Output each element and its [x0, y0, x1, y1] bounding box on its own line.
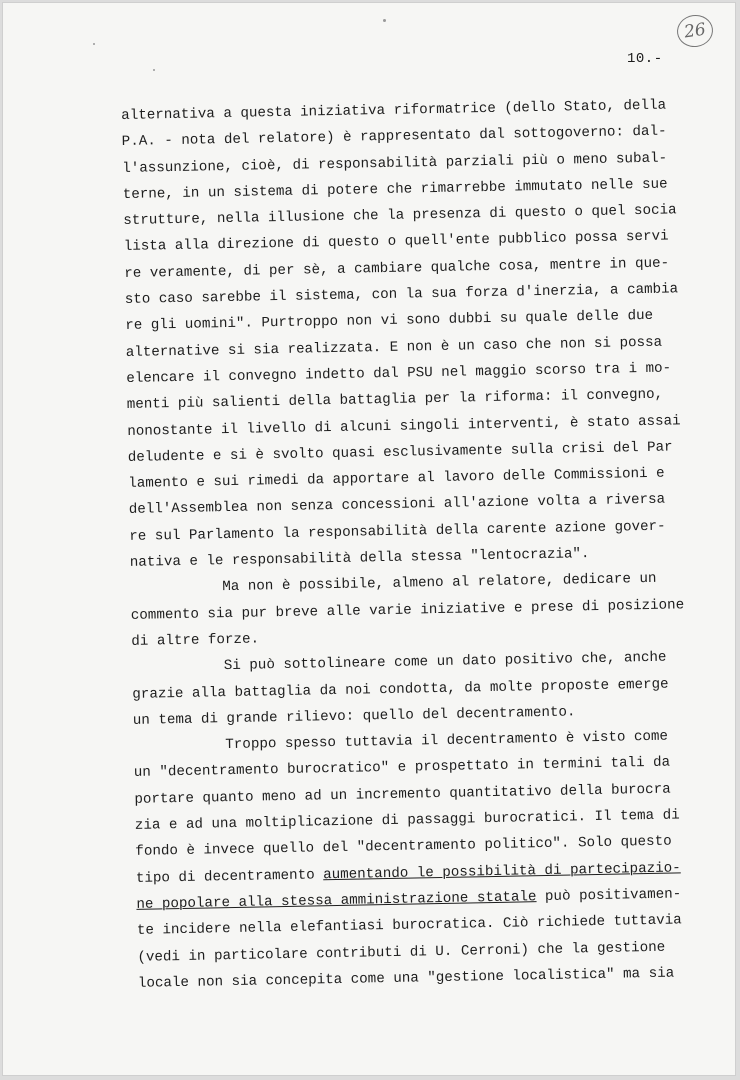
text-line: elencare il convegno indetto dal PSU nel maggio scorso tra i mo- [126, 360, 672, 387]
text-line: Si può sottolineare come un dato positivo che, anche [223, 649, 667, 675]
underlined-text: ne popolare alla stessa amministrazione statale [136, 889, 537, 913]
text-line: un "decentramento burocratico" e prospettato in termini tali da [133, 755, 671, 782]
speck [153, 69, 155, 71]
speck [93, 43, 95, 45]
text-line: un tema di grande rilievo: quello del decentramento. [132, 704, 576, 729]
text-segment: tipo di decentramento [135, 866, 324, 887]
text-segment: può positivamen- [536, 886, 682, 906]
text-line: menti più salienti della battaglia per la riforma: il convegno, [126, 386, 664, 414]
underlined-text: aumentando le possibilità di partecipazio- [323, 860, 681, 883]
text-line: commento sia pur breve alle varie iniziative e prese di posizione [130, 596, 685, 624]
body-text [121, 92, 718, 997]
text-line: te incidere nella elefantiasi burocratica. Ciò richiede tuttavia [136, 912, 682, 940]
text-line: re sul Parlamento la responsabilità della carente azione gover- [129, 518, 666, 545]
text-line: Ma non è possibile, almeno al relatore, dedicare un [222, 571, 657, 596]
text-line: locale non sia concepita come una "gestione localistica" ma sia [137, 965, 675, 992]
text-line: zia e ad una moltiplicazione di passaggi burocratici. Il tema di [134, 807, 680, 834]
text-line: portare quanto meno ad un incremento quantitativo della burocra [134, 781, 671, 808]
text-line: dell'Assemblea non senza concessioni all'azione volta a riversa [128, 492, 666, 519]
text-line: Troppo spesso tuttavia il decentramento è visto come [225, 728, 669, 754]
text-line: re gli uomini". Purtroppo non vi sono dubbi su quale delle due [125, 308, 654, 335]
text-line: strutture, nella illusione che la presenza di questo o quel socia [123, 202, 677, 230]
text-line: sto caso sarebbe il sistema, con la sua forza d'inerzia, a cambia [124, 281, 679, 309]
speck [383, 19, 386, 22]
text-line: deludente e si è svolto quasi esclusivamente sulla crisi del Par [127, 439, 673, 466]
text-line: (vedi in particolare contributi di U. Cerroni) che la gestione [137, 939, 666, 966]
text-line: nonostante il livello di alcuni singoli interventi, è stato assai [127, 412, 681, 440]
archive-stamp: 26 [675, 13, 715, 50]
text-line: nativa e le responsabilità della stessa "lentocrazia". [129, 546, 590, 571]
text-line: fondo è invece quello del "decentramento politico". Solo questo [135, 833, 672, 861]
text-line: lista alla direzione di questo o quell'ente pubblico possa servi [123, 228, 669, 256]
text-line: l'assunzione, cioè, di responsabilità parziali più o meno subal- [122, 150, 668, 177]
text-line: P.A. - nota del relatore) è rappresentato dal sottogoverno: dal- [121, 123, 667, 151]
text-line: terne, in un sistema di potere che rimarrebbe immutato nelle sue [122, 176, 668, 203]
text-line: alternativa a questa iniziativa riformatrice (dello Stato, della [121, 97, 667, 124]
page-number: 10.- [627, 51, 663, 67]
text-line: grazie alla battaglia da noi condotta, da molte proposte emerge [132, 676, 669, 703]
document-page [2, 2, 736, 1076]
text-line: alternative si sia realizzata. E non è un caso che non si possa [125, 334, 663, 361]
text-line: di altre forze. [131, 631, 260, 650]
text-line: lamento e sui rimedi da apportare al lavoro delle Commissioni e [128, 465, 665, 493]
text-line: re veramente, di per sè, a cambiare qualche cosa, mentre in que- [124, 255, 670, 282]
